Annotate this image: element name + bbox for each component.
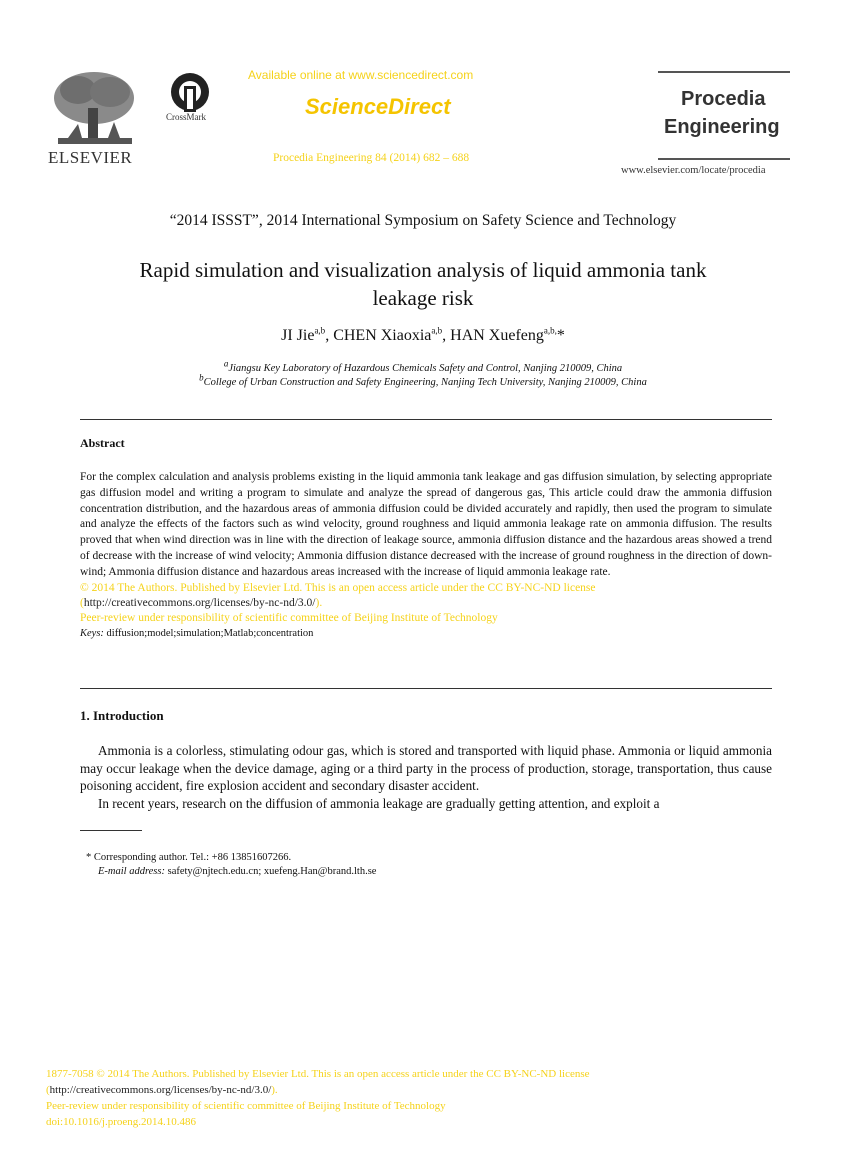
footnote-rule [80, 830, 142, 831]
footnote [86, 851, 376, 879]
paper-title [0, 256, 846, 312]
footer-doi[interactable]: doi:10.1016/j.proeng.2014.10.486 [46, 1116, 197, 1128]
abstract-copyright: © 2014 The Authors. Published by Elsevier Ltd. This is an open access article under the CC BY-NC-ND license [80, 581, 596, 594]
abstract-text: For the complex calculation and analysis problems existing in the liquid ammonia tank leakage and gas diffusion simulation, by selecting appropriate gas diffusion model and writing a program to simulate and analyze the spread of dangerous gas, This article could draw the ammonia diffusion concentration distribution, and the hazardous areas of ammonia diffusion could be divided accurately and rapidly, then used the program to simulate and analyze the effects of the factors such as wind velocity, ground roughness and liquid ammonia leakage rate on ammonia diffusion. The results proved that when wind direction was in line with the direction of leakage source, ammonia diffusion distance and the hazardous areas showed a trend of decrease with the increase of wind velocity; Ammonia diffusion distance decreased with the increase of ground roughness in the direction of down-wind; Ammonia diffusion distance and hazardous areas increased with the increase of liquid ammonia leakage rate. [80, 471, 772, 578]
intro-paragraph-1: Ammonia is a colorless, stimulating odour gas, which is stored and transported with liquid phase. Ammonia or liquid ammonia may occur leakage when the device damage, aging or a third party in the process of production, storage, transportation, thus cause poisoning accident, fire explosion accident and secondary disaster accident. [80, 743, 772, 793]
author-sep: , [442, 327, 451, 344]
author-sup: a,b, [543, 325, 557, 336]
footer-license-link[interactable]: http://creativecommons.org/licenses/by-nc-nd/3.0/ [49, 1084, 272, 1096]
license-link[interactable]: http://creativecommons.org/licenses/by-nc-nd/3.0/ [83, 596, 316, 609]
footer-license-line: (http://creativecommons.org/licenses/by-nc-nd/3.0/). [46, 1084, 278, 1096]
abstract-peer-review: Peer-review under responsibility of scientific committee of Beijing Institute of Technology [80, 611, 498, 624]
author-sep: , [325, 327, 334, 344]
intro-body [80, 742, 772, 812]
available-online[interactable]: Available online at www.sciencedirect.com [248, 68, 474, 82]
journal-box-rule-bottom [658, 158, 790, 160]
paper-title-line2: leakage risk [372, 286, 474, 310]
author-sup: a,b [431, 325, 443, 336]
abstract-license: (http://creativecommons.org/licenses/by-nc-nd/3.0/). [80, 596, 323, 609]
footer-issn-line: 1877-7058 © 2014 The Authors. Published by Elsevier Ltd. This is an open access article under the CC BY-NC-ND license [46, 1068, 590, 1080]
keywords-text: diffusion;model;simulation;Matlab;concentration [103, 627, 314, 639]
journal-reference: Procedia Engineering 84 (2014) 682 – 688 [273, 152, 470, 164]
journal-name-line2: Engineering [664, 116, 780, 138]
journal-name-line1: Procedia [681, 88, 766, 110]
affiliations [0, 358, 846, 390]
author-name: HAN Xuefeng [450, 327, 544, 344]
affiliation-b: $^b$College of Urban Construction and Safety Engineering, Nanjing Tech University, Nanjing 210009, China [199, 372, 647, 388]
journal-url[interactable]: www.elsevier.com/locate/procedia [621, 165, 766, 176]
intro-paragraph-2: In recent years, research on the diffusion of ammonia leakage are gradually getting attention, and exploit a [98, 795, 660, 811]
intro-heading: 1. Introduction [80, 708, 164, 723]
author-list [0, 327, 846, 345]
abstract-keywords [80, 626, 772, 641]
elsevier-tree-logo [48, 68, 140, 148]
email-addresses: safety@njtech.edu.cn; xuefeng.Han@brand.lth.se [164, 866, 377, 877]
email-line [86, 865, 376, 879]
author-sep: * [556, 327, 565, 344]
email-label: E-mail address: [98, 866, 165, 877]
author-name: CHEN Xiaoxia [333, 327, 432, 344]
affiliation-a: $^a$Jiangsu Key Laboratory of Hazardous Chemicals Safety and Control, Nanjing 210009, China [223, 358, 623, 374]
journal-box-rule-top [658, 71, 790, 73]
abstract-rule-bottom [80, 688, 772, 689]
author-sup: a,b [314, 325, 326, 336]
footer-peer-review: Peer-review under responsibility of scientific committee of Beijing Institute of Technology [46, 1100, 446, 1112]
keywords-label: Keys: [80, 627, 104, 639]
conference-line: “2014 ISSST”, 2014 International Symposium on Safety Science and Technology [169, 212, 677, 229]
abstract-rule-top [80, 419, 772, 420]
page-footer [46, 1066, 590, 1130]
abstract-heading: Abstract [80, 436, 125, 450]
author-name: JI Jie [281, 327, 315, 344]
corresponding-author: * Corresponding author. Tel.: +86 13851607266. [86, 852, 292, 863]
paper-title-line1: Rapid simulation and visualization analysis of liquid ammonia tank [139, 258, 707, 282]
abstract-body [80, 470, 772, 641]
publisher-name: ELSEVIER [48, 148, 133, 167]
crossmark-icon[interactable] [170, 72, 210, 112]
sciencedirect-logo: ScienceDirect [305, 94, 451, 119]
crossmark-label: CrossMark [166, 112, 206, 122]
